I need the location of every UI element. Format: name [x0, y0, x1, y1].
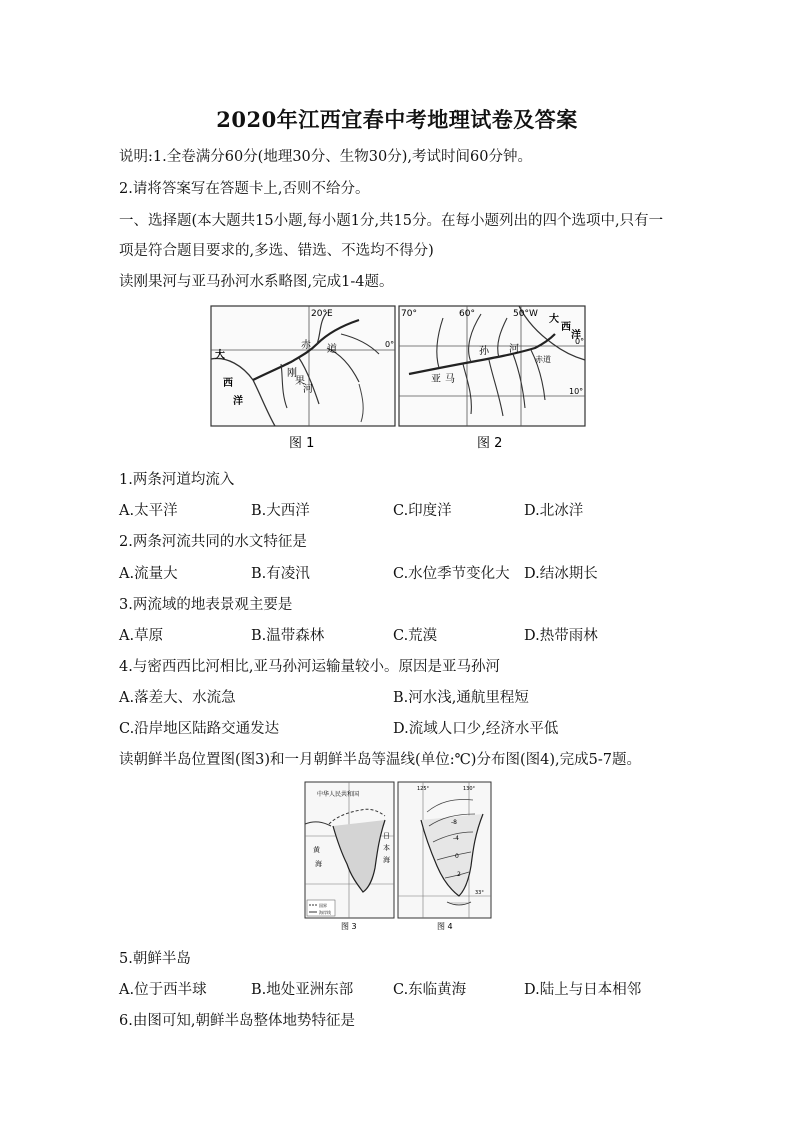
- fig4-label: 130°: [463, 786, 476, 792]
- option: A.草原: [119, 628, 164, 644]
- fig3-legend-label: 国界: [319, 903, 327, 908]
- fig2-label: 赤道: [535, 355, 551, 364]
- option: D.热带雨林: [524, 628, 598, 644]
- question-3-stem: 3.两流域的地表景观主要是: [119, 597, 293, 613]
- fig2-label: 马: [445, 374, 455, 385]
- fig2-label: 亚: [431, 374, 441, 385]
- fig1-lon-label: 20°E: [311, 309, 333, 319]
- fig1-lat-label: 0°: [385, 340, 395, 349]
- fig4-label: 2: [457, 871, 461, 878]
- reading-prompt-1: 读刚果河与亚马孙河水系略图,完成1-4题。: [119, 274, 394, 290]
- fig2-lon-label: 70°: [401, 309, 417, 319]
- fig4-caption: 图 4: [437, 922, 453, 931]
- fig4-label: 0: [455, 853, 459, 860]
- fig4-label: -8: [451, 819, 457, 826]
- fig2-lat-label: 0°: [575, 337, 585, 346]
- page-title: 2020年江西宜春中考地理试卷及答案: [216, 107, 578, 132]
- option: A.位于西半球: [119, 982, 207, 998]
- fig1-label: 西: [223, 378, 233, 389]
- fig4-label: -4: [453, 835, 459, 842]
- section-heading-cont: 项是符合题目要求的,多选、错选、不选均不得分): [119, 243, 434, 259]
- fig2-label: 孙: [479, 346, 489, 357]
- option: C.荒漠: [393, 628, 438, 644]
- option: A.太平洋: [119, 503, 178, 519]
- fig1-caption: 图 1: [289, 436, 315, 451]
- fig2-label: 大: [549, 314, 559, 325]
- fig3-legend-label: 海岸线: [319, 910, 331, 915]
- option: B.温带森林: [251, 628, 325, 644]
- fig4-label: 125°: [417, 786, 430, 792]
- option: D.结冰期长: [524, 566, 598, 582]
- reading-prompt-2: 读朝鲜半岛位置图(图3)和一月朝鲜半岛等温线(单位:℃)分布图(图4),完成5-7题。: [119, 752, 641, 768]
- option: A.落差大、水流急: [119, 690, 236, 706]
- fig1-label: 大: [215, 350, 225, 361]
- intro-note-2: 2.请将答案写在答题卡上,否则不给分。: [119, 181, 370, 197]
- fig1-label: 洋: [233, 396, 243, 407]
- option: B.有凌汛: [251, 566, 310, 582]
- fig1-label: 刚: [287, 368, 297, 379]
- fig3-label: 日: [383, 832, 390, 840]
- fig2-label: 河: [509, 344, 519, 355]
- question-6-stem: 6.由图可知,朝鲜半岛整体地势特征是: [119, 1013, 355, 1029]
- fig4-label: 33°: [475, 890, 484, 896]
- fig2-lon-label: 60°: [459, 309, 475, 319]
- option: D.北冰洋: [524, 503, 584, 519]
- option: B.大西洋: [251, 503, 310, 519]
- fig2-label: 西: [561, 322, 571, 333]
- option: D.陆上与日本相邻: [524, 982, 642, 998]
- fig3-label: 海: [383, 856, 390, 864]
- section-heading: 一、选择题(本大题共15小题,每小题1分,共15分。在每小题列出的四个选项中,只有一: [119, 213, 664, 229]
- fig1-label: 道: [327, 344, 337, 355]
- option: B.河水浅,通航里程短: [393, 690, 529, 706]
- fig2-lat-label: 10°: [569, 387, 584, 396]
- fig2-lon-label: 50°W: [513, 309, 538, 319]
- option: D.流域人口少,经济水平低: [393, 721, 559, 737]
- fig3-label: 本: [383, 844, 390, 852]
- fig1-label: 河: [303, 384, 313, 395]
- question-5-stem: 5.朝鲜半岛: [119, 951, 191, 967]
- fig3-label: 中华人民共和国: [317, 791, 360, 798]
- figure-korea: [303, 780, 493, 936]
- option: C.沿岸地区陆路交通发达: [119, 721, 280, 737]
- fig2-label: 洋: [571, 330, 581, 341]
- option: C.水位季节变化大: [393, 566, 510, 582]
- figure-rivers: [209, 304, 587, 458]
- fig1-label: 果: [295, 376, 305, 387]
- option: A.流量大: [119, 566, 178, 582]
- fig1-label: 赤: [301, 340, 311, 351]
- fig3-caption: 图 3: [341, 922, 357, 931]
- fig3-label: 黄: [313, 846, 320, 854]
- option: C.东临黄海: [393, 982, 467, 998]
- question-2-stem: 2.两条河流共同的水文特征是: [119, 534, 307, 550]
- option: B.地处亚洲东部: [251, 982, 354, 998]
- option: C.印度洋: [393, 503, 452, 519]
- fig2-caption: 图 2: [477, 436, 503, 451]
- intro-note: 说明:1.全卷满分60分(地理30分、生物30分),考试时间60分钟。: [119, 149, 532, 165]
- question-1-stem: 1.两条河道均流入: [119, 472, 235, 488]
- question-4-stem: 4.与密西西比河相比,亚马孙河运输量较小。原因是亚马孙河: [119, 659, 500, 675]
- fig3-label: 海: [315, 860, 322, 868]
